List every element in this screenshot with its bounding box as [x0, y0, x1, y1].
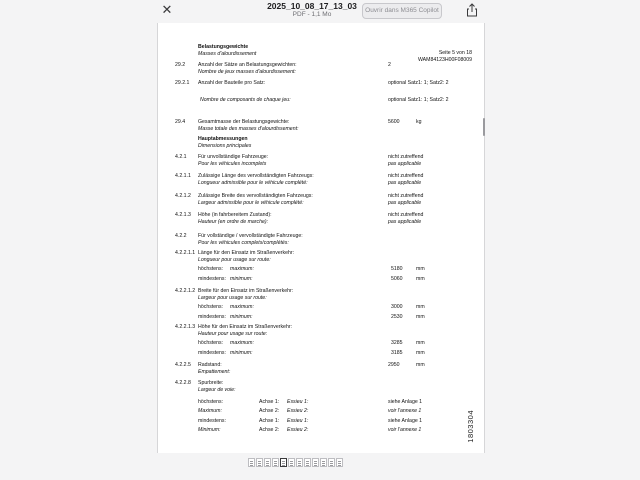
max-value: 3000	[391, 304, 403, 310]
max-label: höchstens:	[198, 266, 224, 272]
value: nicht zutreffend	[388, 154, 424, 160]
min-label-fr: minimum:	[230, 314, 253, 320]
track-label: Maximum:	[198, 408, 222, 414]
section-number: 29.2.1	[175, 80, 190, 86]
min-label: mindestens:	[198, 350, 226, 356]
value-fr: pas applicable	[388, 219, 422, 225]
value-fr: pas applicable	[388, 161, 422, 167]
value: optional Satz1: 1; Satz2: 2	[388, 80, 449, 86]
label-fr: Largeur admissible pour le véhicule complété:	[198, 200, 304, 206]
value: 5600	[388, 119, 400, 125]
essieu-label: Essieu 1:	[287, 418, 309, 424]
section-number: 4.2.1.3	[175, 212, 191, 218]
value: 2	[388, 62, 391, 68]
min-label: mindestens:	[198, 314, 226, 320]
min-value: 3185	[391, 350, 403, 356]
essieu-label: Essieu 2:	[287, 427, 309, 433]
min-value: 5060	[391, 276, 403, 282]
value: nicht zutreffend	[388, 193, 424, 199]
page-info: Seite 5 von 18	[438, 50, 472, 56]
label-de: Zulässige Breite des vervollständigten Fahrzeugs:	[198, 193, 313, 199]
page-thumbnail[interactable]	[320, 458, 327, 467]
label-fr: Pour les véhicules incomplets	[198, 161, 267, 167]
track-value: voir l'annexe 1	[388, 427, 422, 433]
file-title: 2025_10_08_17_13_03	[267, 1, 357, 11]
label-de: Radstand:	[198, 362, 222, 368]
unit: mm	[416, 362, 425, 368]
max-label-fr: maximum:	[230, 304, 254, 310]
unit: mm	[416, 340, 425, 346]
essieu-label: Essieu 1:	[287, 399, 309, 405]
page-thumbnail[interactable]	[288, 458, 295, 467]
label-fr: Longueur admissible pour le véhicule complété:	[198, 180, 308, 186]
section-number: 4.2.2.1.2	[175, 288, 196, 294]
label-fr: Nombre de jeux masses d'alourdissement:	[198, 69, 296, 75]
value: nicht zutreffend	[388, 212, 424, 218]
unit: kg	[416, 119, 422, 125]
section-number: 4.2.1	[175, 154, 187, 160]
max-label: höchstens:	[198, 304, 224, 310]
section-number: 4.2.1.1	[175, 173, 191, 179]
unit: mm	[416, 314, 425, 320]
label-de: Länge für den Einsatz im Straßenverkehr:	[198, 250, 295, 256]
page-thumbnail[interactable]	[296, 458, 303, 467]
viewer-toolbar	[0, 0, 640, 24]
unit: mm	[416, 266, 425, 272]
max-label-fr: maximum:	[230, 340, 254, 346]
share-icon[interactable]	[466, 3, 478, 17]
label-fr: Masses d'alourdissement	[198, 51, 257, 57]
section-number: 4.2.2.5	[175, 362, 191, 368]
section-number: 29.4	[175, 119, 186, 125]
side-stamp: 1803304	[466, 410, 475, 443]
section-number: 4.2.2	[175, 233, 187, 239]
document-page	[157, 23, 485, 453]
label-fr: Masse totale des masses d'alourdissement:	[198, 126, 299, 132]
label-de: Für vollständige / vervollständigte Fahrzeuge:	[198, 233, 303, 239]
document-id: WAM84123H00F08009	[417, 57, 472, 63]
page-thumbnail[interactable]	[248, 458, 255, 467]
axle-label: Achse 1:	[259, 418, 280, 424]
page-thumbnail[interactable]	[336, 458, 343, 467]
max-label: höchstens:	[198, 340, 224, 346]
page-thumbnail[interactable]	[328, 458, 335, 467]
track-label: mindestens:	[198, 418, 226, 424]
track-label: höchstens:	[198, 399, 224, 405]
close-icon[interactable]: ✕	[161, 2, 173, 17]
value: 2950	[388, 362, 400, 368]
axle-label: Achse 2:	[259, 408, 280, 414]
section-number: 4.2.2.8	[175, 380, 191, 386]
label-de: Breite für den Einsatz im Straßenverkehr:	[198, 288, 294, 294]
value-fr: pas applicable	[388, 180, 422, 186]
label-de: Zulässige Länge des vervollständigten Fahrzeugs:	[198, 173, 314, 179]
label-fr: Hauteur (en ordre de marche):	[198, 219, 269, 225]
page-thumbnail[interactable]	[280, 458, 287, 467]
label-de: Hauptabmessungen	[198, 136, 248, 142]
section-number: 4.2.2.1.1	[175, 250, 196, 256]
label-de: Anzahl der Sätze an Belastungsgewichten:	[198, 62, 297, 68]
label-de: Anzahl der Bauteile pro Satz:	[198, 80, 266, 86]
unit: mm	[416, 350, 425, 356]
label-fr: Dimensions principales	[198, 143, 252, 149]
label-fr: Largeur pour usage sur route:	[198, 295, 267, 301]
track-value: siehe Anlage 1	[388, 399, 423, 405]
label-fr: Longueur pour usage sur route:	[198, 257, 271, 263]
page-thumbnail-strip	[248, 458, 343, 468]
axle-label: Achse 1:	[259, 399, 280, 405]
min-label: mindestens:	[198, 276, 226, 282]
page-thumbnail[interactable]	[312, 458, 319, 467]
page-thumbnail[interactable]	[304, 458, 311, 467]
label-fr: Largeur de voie:	[198, 387, 236, 393]
essieu-label: Essieu 2:	[287, 408, 309, 414]
section-number: 4.2.2.1.3	[175, 324, 196, 330]
min-label-fr: minimum:	[230, 350, 253, 356]
file-subtitle: PDF - 1,1 Mo	[292, 11, 332, 18]
page-thumbnail[interactable]	[264, 458, 271, 467]
page-thumbnail[interactable]	[256, 458, 263, 467]
label-fr: Empattement:	[198, 369, 231, 375]
unit: mm	[416, 276, 425, 282]
open-in-copilot-button[interactable]: Ouvrir dans M365 Copilot	[362, 3, 442, 19]
label-de: Gesamtmasse der Belastungsgewichte:	[198, 119, 290, 125]
max-value: 3285	[391, 340, 403, 346]
scrollbar[interactable]	[483, 118, 485, 136]
section-number: 4.2.1.2	[175, 193, 191, 199]
label-fr: Pour les véhicules complets/complétés:	[198, 240, 289, 246]
label-de: Spurbreite:	[198, 380, 224, 386]
section-number: 29.2	[175, 62, 186, 68]
max-label-fr: maximum:	[230, 266, 254, 272]
label-de: Höhe für den Einsatz im Straßenverkehr:	[198, 324, 292, 330]
value: nicht zutreffend	[388, 173, 424, 179]
page-thumbnail[interactable]	[272, 458, 279, 467]
track-value: siehe Anlage 1	[388, 418, 423, 424]
min-value: 2530	[391, 314, 403, 320]
label-fr: Nombre de composants de chaque jeu:	[200, 97, 291, 103]
min-label-fr: minimum:	[230, 276, 253, 282]
value: optional Satz1: 1; Satz2: 2	[388, 97, 449, 103]
value-fr: pas applicable	[388, 200, 422, 206]
max-value: 5180	[391, 266, 403, 272]
unit: mm	[416, 304, 425, 310]
label-de: Belastungsgewichte	[198, 44, 249, 50]
track-value: voir l'annexe 1	[388, 408, 422, 414]
label-de: Höhe (in fahrbereitem Zustand):	[198, 212, 272, 218]
track-label: Minimum:	[198, 427, 221, 433]
label-de: Für unvollständige Fahrzeuge:	[198, 154, 269, 160]
axle-label: Achse 2:	[259, 427, 280, 433]
label-fr: Hauteur pour usage sur route:	[198, 331, 268, 337]
